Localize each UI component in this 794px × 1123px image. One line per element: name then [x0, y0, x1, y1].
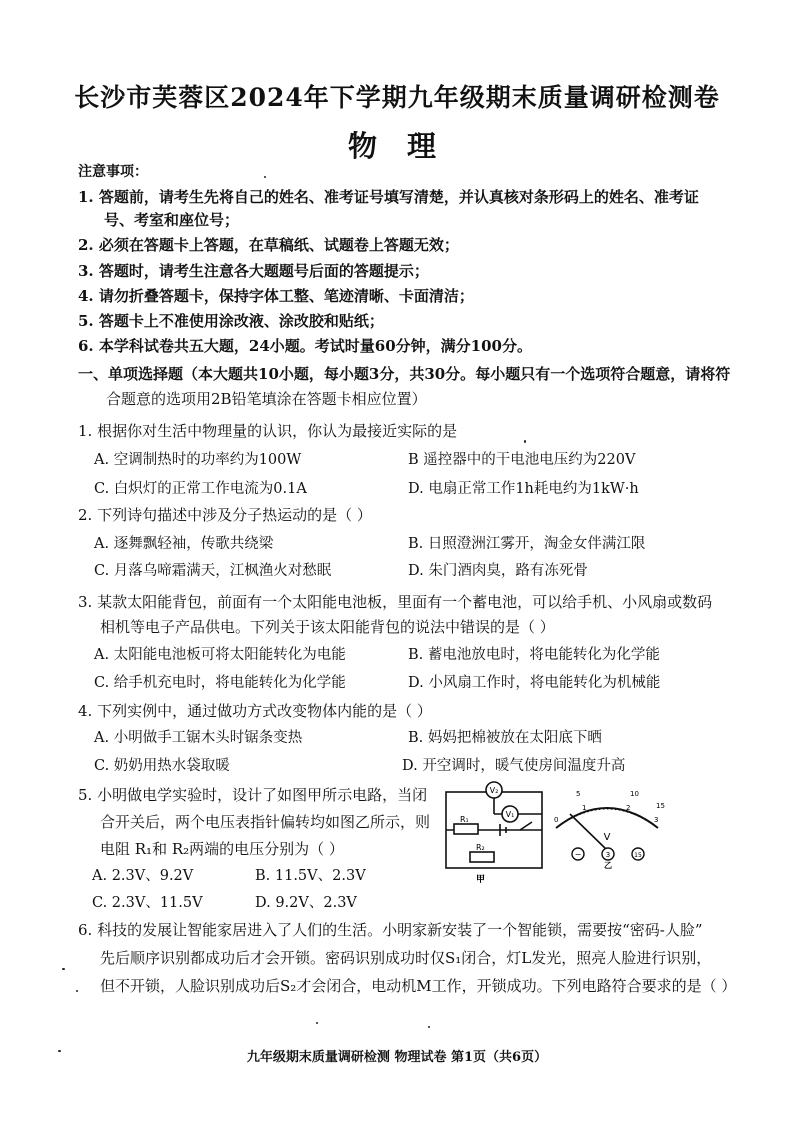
q5-scale-big-15: 15: [656, 802, 665, 810]
scan-speck: [524, 440, 526, 443]
notice-item-4: 4. 请勿折叠答题卡，保持字体工整、笔迹清晰、卡面清洁；: [78, 287, 474, 305]
q3-option-d: D. 小风扇工作时，将电能转化为机械能: [408, 675, 661, 691]
q1-option-a: A. 空调制热时的功率约为100W: [94, 452, 302, 468]
q5-terminal-3: 3: [605, 851, 611, 859]
page-footer: 九年级期末质量调研检测 物理试卷 第1页（共6页）: [246, 1050, 548, 1065]
q3-option-c: C. 给手机充电时，将电能转化为化学能: [94, 675, 346, 691]
q5-scale-big-5: 5: [576, 790, 581, 798]
q5-meter-v: V: [603, 832, 611, 843]
q1-stem: 1. 根据你对生活中物理量的认识，你认为最接近实际的是: [78, 422, 458, 440]
notice-item-2: 2. 必须在答题卡上答题，在草稿纸、试题卷上答题无效；: [78, 236, 459, 254]
notice-heading: 注意事项：: [78, 164, 148, 180]
q5-voltmeter-dial: [546, 778, 668, 870]
q5-label-r1: R₁: [460, 815, 469, 824]
q5-figure-b-label: 乙: [604, 861, 612, 870]
q2-option-b: B. 日照澄洲江雾开，淘金女伴满江限: [408, 536, 646, 552]
q4-option-c: C. 奶奶用热水袋取暖: [94, 758, 230, 774]
q5-scale-3: 3: [654, 816, 659, 824]
scan-speck: [76, 990, 78, 992]
q5-stem-cont2: 电阻 R₁和 R₂两端的电压分别为（ ）: [100, 840, 344, 858]
q5-option-c: C. 2.3V、11.5V: [92, 895, 203, 911]
scan-speck: [264, 176, 266, 178]
notice-item-1: 1. 答题前，请考生先将自己的姓名、准考证号填写清楚，并认真核对条形码上的姓名、准考证: [78, 188, 699, 206]
q5-circuit-diagram: [440, 778, 550, 886]
q4-option-a: A. 小明做手工锯木头时锯条变热: [94, 730, 303, 746]
q3-option-b: B. 蓄电池放电时，将电能转化为化学能: [408, 647, 660, 663]
q6-stem: 6. 科技的发展让智能家居进入了人们的生活。小明家新安装了一个智能锁，需要按“密码-人脸”: [78, 921, 703, 939]
q2-option-a: A. 逐舞飘轻袖，传歌共绕梁: [94, 536, 274, 552]
q5-option-b: B. 11.5V、2.3V: [255, 868, 366, 884]
q4-stem: 4. 下列实例中，通过做功方式改变物体内能的是（ ）: [78, 702, 432, 720]
q5-scale-2: 2: [626, 804, 631, 812]
q5-label-v2: V₂: [489, 786, 499, 795]
scan-speck: [62, 968, 65, 970]
q4-option-b: B. 妈妈把棉被放在太阳底下晒: [408, 730, 602, 746]
q5-needle: [570, 814, 607, 850]
q5-scale-big-10: 10: [630, 790, 639, 798]
scan-speck: [428, 1026, 430, 1028]
q5-stem: 5. 小明做电学实验时，设计了如图甲所示电路，当闭: [78, 786, 428, 804]
q4-option-d: D. 开空调时，暖气使房间温度升高: [402, 758, 626, 774]
notice-item-3: 3. 答题时，请考生注意各大题题号后面的答题提示；: [78, 262, 429, 280]
q3-option-a: A. 太阳能电池板可将太阳能转化为电能: [94, 647, 346, 663]
notice-item-5: 5. 答题卡上不准使用涂改液、涂改胶和贴纸；: [78, 312, 384, 330]
q5-label-v1: V₁: [505, 810, 515, 819]
q5-option-a: A. 2.3V、9.2V: [92, 868, 194, 884]
q1-option-b: B 遥控器中的干电池电压约为220V: [408, 452, 636, 468]
q3-stem: 3. 某款太阳能背包，前面有一个太阳能电池板，里面有一个蓄电池，可以给手机、小风扇或数码: [78, 593, 713, 611]
q5-terminal-15: 15: [634, 852, 642, 859]
q5-stem-cont1: 合开关后，两个电压表指针偏转均如图乙所示，则: [100, 813, 431, 831]
q6-stem-cont2: 但不开锁，人脸识别成功后S₂才会闭合，电动机M工作，开锁成功。下列电路符合要求的是（ ）: [100, 977, 737, 995]
q3-stem-cont: 相机等电子产品供电。下列关于该太阳能背包的说法中错误的是（ ）: [100, 618, 555, 636]
exam-title: 长沙市芙蓉区2024年下学期九年级期末质量调研检测卷: [74, 83, 720, 112]
q1-option-d: D. 电扇正常工作1h耗电约为1kW·h: [408, 481, 639, 497]
subject-title: 物 理: [347, 129, 447, 163]
section-one-heading: 一、单项选择题（本大题共10小题，每小题3分，共30分。每小题只有一个选项符合题意，请将符: [78, 365, 731, 383]
q2-option-c: C. 月落乌啼霜满天，江枫渔火对愁眠: [94, 563, 332, 579]
q5-terminal-minus: −: [574, 850, 582, 859]
q5-figure-a-label: 甲: [476, 875, 486, 885]
q5-scale-0: 0: [554, 816, 559, 824]
section-one-heading-cont: 合题意的选项用2B铅笔填涂在答题卡相应位置）: [106, 390, 427, 408]
q5-option-d: D. 9.2V、2.3V: [255, 895, 357, 911]
q5-scale-1: 1: [582, 804, 587, 812]
q2-option-d: D. 朱门酒肉臭，路有冻死骨: [408, 563, 588, 579]
scan-speck: [316, 1022, 318, 1024]
q6-stem-cont1: 先后顺序识别都成功后才会开锁。密码识别成功时仅S₁闭合，灯L发光，照亮人脸进行识别，: [100, 949, 712, 967]
q2-stem: 2. 下列诗句描述中涉及分子热运动的是（ ）: [78, 506, 372, 524]
notice-item-6: 6. 本学科试卷共五大题，24小题。考试时量60分钟，满分100分。: [78, 337, 532, 355]
notice-item-1-cont: 号、考室和座位号；: [104, 211, 240, 229]
q5-label-r2: R₂: [476, 843, 485, 852]
q1-option-c: C. 白炽灯的正常工作电流为0.1A: [94, 481, 307, 497]
